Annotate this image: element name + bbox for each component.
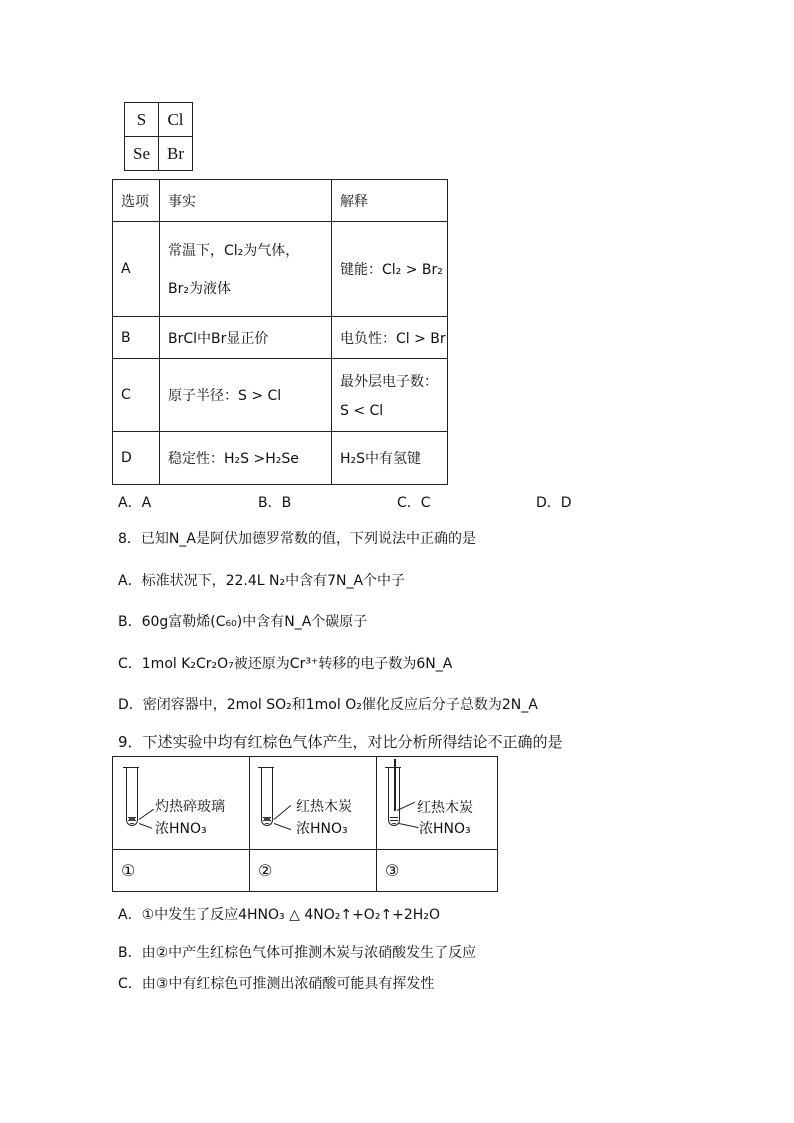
row-option: A [113,222,160,317]
q7-choice-b[interactable]: B．B [258,495,292,511]
table-row [113,222,448,317]
element-cell: Cl [159,103,193,137]
leader-line [139,809,154,820]
experiment-table [112,756,498,892]
charcoal-rod-icon [394,759,396,811]
row-explanation [332,359,448,432]
label-hot-charcoal: 红热木炭 [296,799,352,815]
circled-number: ① [121,861,136,880]
experiment-cell-1 [113,757,250,850]
row-fact-line: Br₂为液体 [168,281,231,297]
q9-option-c[interactable]: C．由③中有红棕色可推测出浓硝酸可能具有挥发性 [118,976,435,992]
circled-number: ② [258,861,273,880]
experiment-diagram-1 [113,757,249,849]
glass-shards-icon [129,817,135,821]
label-conc-nitric-acid: 浓HNO₃ [155,821,207,837]
experiment-number [377,850,498,892]
label-conc-nitric-acid: 浓HNO₃ [419,821,471,837]
row-fact: BrCl中Br显正价 [160,317,332,359]
experiment-number [113,850,250,892]
test-tube-icon [261,767,273,826]
charcoal-icon [264,817,270,821]
leader-line [274,823,291,830]
q9-option-b[interactable]: B．由②中产生红棕色气体可推测木炭与浓硝酸发生了反应 [118,945,477,961]
row-option: C [113,359,160,432]
q7-choice-c[interactable]: C．C [397,495,431,511]
q8-stem: 8．已知N_A是阿伏加德罗常数的值，下列说法中正确的是 [118,531,476,547]
experiment-cell-2 [250,757,377,850]
experiment-cell-3 [377,757,498,850]
label-conc-nitric-acid: 浓HNO₃ [296,821,348,837]
row-explanation: H₂S中有氢键 [332,432,448,485]
fact-explanation-table [112,179,448,485]
experiment-diagram-3 [377,757,497,849]
q7-choice-a[interactable]: A．A [118,495,152,511]
header-fact: 事实 [160,180,332,222]
label-hot-charcoal: 红热木炭 [417,800,473,816]
header-explanation: 解释 [332,180,448,222]
row-explanation: 键能：Cl₂ > Br₂ [332,222,448,317]
element-cell: S [125,103,159,137]
q8-option-d[interactable]: D．密闭容器中，2mol SO₂和1mol O₂催化反应后分子总数为2N_A [118,697,538,713]
row-option: B [113,317,160,359]
q9-stem: 9．下述实验中均有红棕色气体产生，对比分析所得结论不正确的是 [118,733,563,751]
experiment-diagram-2 [250,757,376,849]
element-cell: Br [159,137,193,171]
row-fact [160,222,332,317]
header-option: 选项 [113,180,160,222]
experiment-number [250,850,377,892]
q8-option-a[interactable]: A．标准状况下，22.4L N₂中含有7N_A个中子 [118,573,406,589]
row-option: D [113,432,160,485]
row-explanation-line: S < Cl [340,403,384,419]
element-cell: Se [125,137,159,171]
table-row [113,317,448,359]
test-tube-icon [126,767,138,826]
q8-option-c[interactable]: C．1mol K₂Cr₂O₇被还原为Cr³⁺转移的电子数为6N_A [118,656,453,672]
liquid-icon [390,816,398,824]
row-explanation: 电负性：Cl > Br [332,317,448,359]
row-fact-line: 常温下，Cl₂为气体， [168,243,300,259]
q8-option-b[interactable]: B．60g富勒烯(C₆₀)中含有N_A个碳原子 [118,614,368,630]
table-row [113,359,448,432]
periodic-table-fragment [124,102,193,171]
leader-line [274,805,291,820]
leader-line [139,823,152,829]
table-header-row [113,180,448,222]
q9-option-a[interactable]: A．①中发生了反应4HNO₃ △ 4NO₂↑+O₂↑+2H₂O [118,907,440,923]
row-fact: 原子半径：S > Cl [160,359,332,432]
circled-number: ③ [385,861,400,880]
q7-choice-d[interactable]: D．D [536,495,572,511]
label-heated-glass: 灼热碎玻璃 [155,799,225,815]
table-row [113,432,448,485]
row-fact: 稳定性：H₂S >H₂Se [160,432,332,485]
leader-line [399,823,419,828]
row-explanation-line: 最外层电子数： [340,374,438,390]
